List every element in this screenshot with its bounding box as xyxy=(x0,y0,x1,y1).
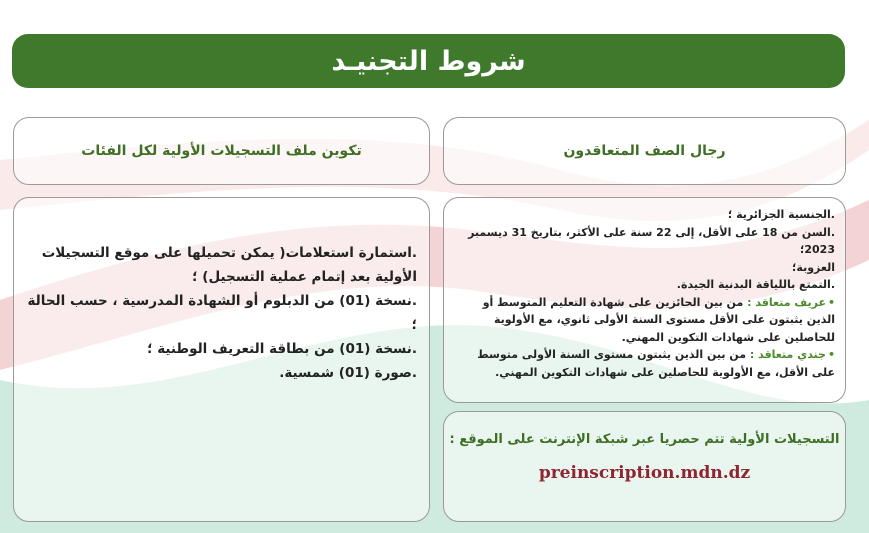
document-item: .نسخة (01) من الدبلوم أو الشهادة المدرسية ، حسب الحالة ؛ xyxy=(27,293,417,333)
conditions-box xyxy=(443,197,846,403)
registration-label: التسجيلات الأولية تتم حصريا عبر شبكة الإنترنت على الموقع : xyxy=(449,432,840,447)
contract-header-label: رجال الصف المتعاقدون xyxy=(563,143,726,159)
category-soldier xyxy=(460,346,835,381)
condition-item: العزوبة؛ xyxy=(792,260,835,274)
file-documents-box xyxy=(13,197,430,522)
file-header-box xyxy=(13,117,430,185)
registration-url[interactable]: preinscription.mdn.dz xyxy=(538,463,751,483)
document-item: .استمارة استعلامات( يمكن تحميلها على موقع التسجيلات الأولية بعد إتمام عملية التسجيل) ؛ xyxy=(41,245,417,285)
contract-header-box xyxy=(443,117,846,185)
category-text: من بين الذين يثبتون مستوى السنة الأولى متوسط على الأقل، مع الأولوية للحاصلين على شهادات التكوين المهني. xyxy=(477,348,835,379)
condition-item: .الجنسية الجزائرية ؛ xyxy=(727,208,835,221)
category-label: عريف متعاقد : xyxy=(747,295,826,309)
category-corporal xyxy=(460,294,835,347)
bullet-icon: • xyxy=(827,295,835,309)
condition-item: .السن من 18 على الأقل، إلى 22 سنة على الأكثر، بتاريخ 31 ديسمبر 2023؛ xyxy=(468,225,835,256)
category-text: من بين الحائزين على شهادة التعليم المتوسط أو الذين يثبتون على الأقل مستوى السنة الأولى ثانوي، مع الأولوية للحاصلين على شهادات التكوين المهني. xyxy=(482,295,835,344)
bullet-icon: • xyxy=(827,348,835,361)
document-item: .صورة (01) شمسية. xyxy=(279,365,417,381)
condition-item: .التمتع باللياقة البدنية الجيدة. xyxy=(676,278,835,291)
documents-list xyxy=(26,241,417,385)
title-banner xyxy=(12,34,845,88)
registration-box xyxy=(443,411,846,522)
page-title: شروط التجنيـد xyxy=(331,45,526,77)
file-header-label: تكوين ملف التسجيلات الأولية لكل الفئات xyxy=(81,143,362,159)
conditions-list xyxy=(460,206,835,381)
document-item: .نسخة (01) من بطاقة التعريف الوطنية ؛ xyxy=(147,341,417,357)
category-label: جندي متعاقد : xyxy=(749,348,826,361)
